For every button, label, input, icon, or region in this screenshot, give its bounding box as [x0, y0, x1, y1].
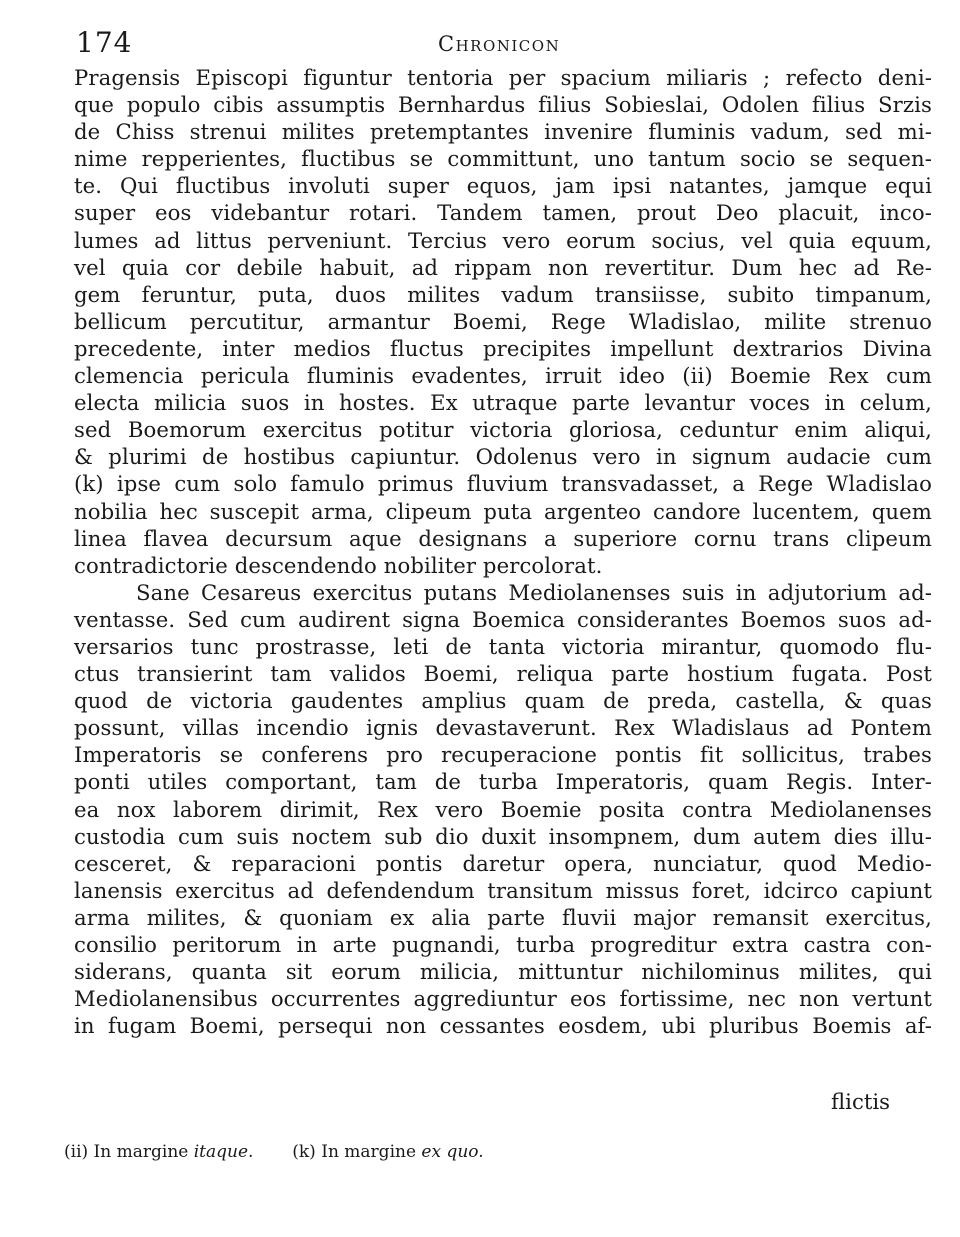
text-line: de Chiss strenui milites pretemptantes invenire fluminis vadum, sed mi- [74, 119, 932, 145]
footnotes [64, 1140, 484, 1164]
page-number: 174 [76, 26, 133, 59]
text-line: que populo cibis assumptis Bernhardus filius Sobieslai, Odolen filius Srzis [74, 92, 932, 118]
text-line: ventasse. Sed cum audirent signa Boemica considerantes Boemos suos ad- [74, 606, 932, 632]
text-line: in fugam Boemi, persequi non cessantes eosdem, ubi pluribus Boemis af- [74, 1013, 932, 1039]
text-line: cesceret, & reparacioni pontis daretur opera, nunciatur, quod Medio- [74, 850, 932, 876]
text-line: quod de victoria gaudentes amplius quam de preda, castella, & quas [74, 688, 932, 714]
text-line: clemencia pericula fluminis evadentes, irruit ideo (ii) Boemie Rex cum [74, 363, 932, 389]
text-line: ctus transierint tam validos Boemi, reliqua parte hostium fugata. Post [74, 661, 932, 687]
text-line: versarios tunc prostrasse, leti de tanta victoria mirantur, quomodo flu- [74, 633, 932, 659]
text-line: bellicum percutitur, armantur Boemi, Rege Wladislao, milite strenuo [74, 308, 932, 334]
text-line: sed Boemorum exercitus potitur victoria gloriosa, ceduntur enim aliqui, [74, 417, 932, 443]
text-line: & plurimi de hostibus capiuntur. Odolenus vero in signum audacie cum [74, 444, 932, 470]
text-line: te. Qui fluctibus involuti super equos, jam ipsi natantes, jamque equi [74, 173, 932, 199]
text-line: possunt, villas incendio ignis devastaverunt. Rex Wladislaus ad Pontem [74, 715, 932, 741]
text-line: Mediolanensibus occurrentes aggrediuntur eos fortissime, nec non vertunt [74, 986, 932, 1012]
text-line: ea nox laborem dirimit, Rex vero Boemie posita contra Mediolanenses [74, 796, 932, 822]
text-line: ponti utiles comportant, tam de turba Imperatoris, quam Regis. Inter- [74, 769, 932, 795]
footnote-text: In margine [321, 1142, 417, 1162]
text-line: arma milites, & quoniam ex alia parte fluvii major remansit exercitus, [74, 904, 932, 930]
footnote-reading: ex quo. [421, 1142, 484, 1162]
page-header [76, 22, 936, 62]
text-line: siderans, quanta sit eorum milicia, mittuntur nichilominus milites, qui [74, 959, 932, 985]
footnote-reading: itaque. [193, 1142, 254, 1162]
text-line: lumes ad littus perveniunt. Tercius vero eorum socius, vel quia equum, [74, 227, 932, 253]
text-line: Pragensis Episcopi figuntur tentoria per spacium miliaris ; refecto deni- [74, 65, 932, 90]
footnote-ii [64, 1142, 259, 1162]
text-line: vel quia cor debile habuit, ad rippam non revertitur. Dum hec ad Re- [74, 254, 932, 280]
text-line: gem feruntur, puta, duos milites vadum transiisse, subito timpanum, [74, 281, 932, 307]
text-line: consilio peritorum in arte pugnandi, turba progreditur extra castra con- [74, 932, 932, 957]
footnote-mark: (ii) [64, 1142, 89, 1162]
text-line: (k) ipse cum solo famulo primus fluvium transvadasset, a Rege Wladislao [74, 471, 932, 497]
footnote-mark: (k) [292, 1142, 316, 1162]
catchword: flictis [831, 1089, 890, 1114]
text-line: nobilia hec suscepit arma, clipeum puta argenteo candore lucentem, quem [74, 498, 932, 524]
text-line: nime repperientes, fluctibus se committunt, uno tantum socio se sequen- [74, 146, 932, 172]
text-line: precedente, inter medios fluctus precipites impellunt dextrarios Divina [74, 335, 932, 361]
text-line: custodia cum suis noctem sub dio duxit insompnem, dum autem dies illu- [74, 823, 932, 849]
text-line: Imperatoris se conferens pro recuperacione pontis fit sollicitus, trabes [74, 742, 932, 768]
text-line: Sane Cesareus exercitus putans Mediolanenses suis in adjutorium ad- [136, 579, 932, 605]
text-line: electa milicia suos in hostes. Ex utraque parte levantur voces in celum, [74, 390, 932, 416]
text-line: super eos videbantur rotari. Tandem tamen, prout Deo placuit, inco- [74, 200, 932, 226]
text-line: lanensis exercitus ad defendendum transitum missus foret, idcirco capiunt [74, 877, 932, 903]
text-line: contradictorie descendendo nobiliter percolorat. [74, 552, 603, 578]
text-line: linea flavea decursum aque designans a superiore cornu trans clipeum [74, 525, 932, 551]
footnote-k [292, 1142, 483, 1162]
footnote-text: In margine [93, 1142, 189, 1162]
body-text [74, 64, 932, 1039]
running-title: Chronicon [438, 32, 561, 56]
